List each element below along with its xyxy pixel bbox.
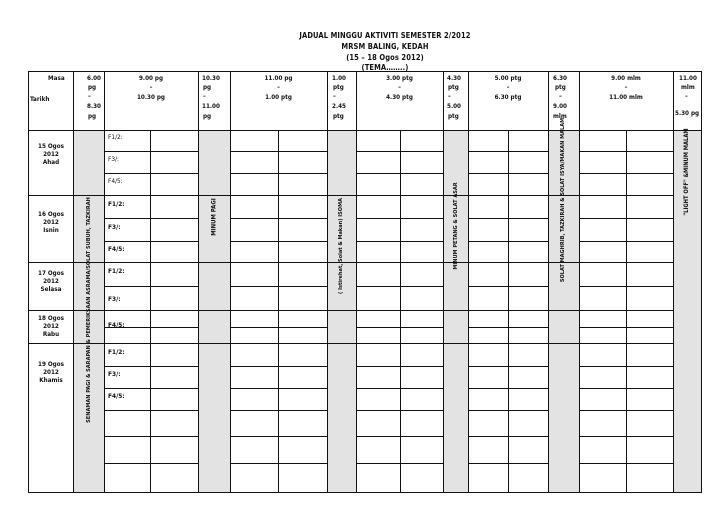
time-4-dash: – (277, 84, 280, 91)
time-7-unit: ptg (448, 84, 459, 91)
time-5-dash: – (333, 93, 336, 100)
time-6-start: 3.00 ptg (386, 75, 413, 82)
time-6-dash: – (398, 84, 401, 91)
morning-activity-label: SENAMAN PAGI & SARAPAN & PEMERIKSAAN ASRAMA/SOLAT SUBUH, TAZKIRAH (86, 197, 92, 423)
time-2-dash: – (149, 84, 153, 91)
time-11-unit: mlm (681, 84, 695, 91)
time-3-dash: – (203, 93, 206, 100)
day-4-name: Rabu (42, 331, 60, 339)
day5-form-f12: F1/2: (108, 348, 125, 356)
time-3-unit: pg (203, 84, 212, 91)
day-4-year: 2012 (43, 323, 59, 331)
day1-rows (104, 152, 673, 174)
day-5 (29, 361, 73, 386)
time-5-end: 2.45 (332, 103, 346, 110)
theme-label: (TEMA……..) (361, 63, 409, 72)
time-11-end: 5.30 pg (675, 110, 700, 117)
day-2-year: 2012 (43, 219, 59, 227)
time-6-end: 4.30 ptg (386, 94, 413, 101)
time-8-end: 6.30 ptg (494, 94, 522, 101)
schedule-title: JADUAL MINGGU AKTIVITI SEMESTER 2/2012 (299, 31, 471, 40)
time-4-end: 1.00 ptg (265, 94, 292, 101)
day-2-name: Isnin (43, 227, 59, 235)
day1-form-f3: F3/: (108, 155, 120, 163)
day-4 (29, 315, 73, 340)
time-10-start: 9.00 mlm (611, 75, 641, 82)
row-lines (104, 152, 673, 464)
day-3-year: 2012 (43, 278, 59, 286)
time-9-unit: ptg (555, 84, 566, 91)
day-5-date: 19 Ogos (38, 361, 64, 368)
time-7-start: 4.30 (447, 75, 461, 82)
time-8-dash: – (506, 84, 510, 91)
day-2-date: 16 Ogos (38, 211, 64, 218)
time-10-end: 11.00 mlm (609, 94, 643, 101)
day5-form-f3: F3/: (108, 370, 121, 378)
day2-form-f12: F1/2: (108, 200, 125, 208)
header-tarikh: Tarikh (30, 96, 50, 103)
day5-rows (104, 367, 673, 464)
day-4-date: 18 Ogos (38, 315, 64, 322)
day3-form-f3: F3/: (108, 295, 121, 303)
time-5-start: 1.00 (332, 75, 346, 82)
time-10-dash: – (624, 84, 628, 91)
day-5-year: 2012 (43, 369, 59, 377)
day2-rows (104, 219, 673, 242)
afternoon-break-label: MINUM PETANG & SOLAT ASAR (453, 182, 459, 270)
time-9-end-unit: mlm (553, 113, 567, 120)
time-5-unit: ptg (333, 84, 344, 91)
time-7-dash: – (448, 93, 451, 100)
evening-activity-label: SOLAT MAGHRIB, TAZKIRAH & SOLAT ISYA/MAKAN MALAM (560, 117, 566, 283)
day2-form-f3: F3/: (108, 223, 121, 231)
time-4-start: 11.00 pg (264, 75, 293, 82)
day3-form-f12: F1/2: (108, 267, 125, 275)
night-activity-label: "LIGHT OFF" &MINUM MALAM (684, 128, 690, 216)
day4-form-f45: F4/5: (108, 321, 125, 329)
morning-break-label: MINUM PAGI (210, 198, 218, 236)
day-3-name: Selasa (40, 286, 62, 294)
day2-form-f45: F4/5: (108, 245, 125, 253)
time-2-start: 9.00 pg (138, 75, 164, 82)
time-3-end-unit: pg (203, 113, 212, 120)
time-1-end: 8.30 (87, 103, 101, 110)
time-9-start: 6.30 (553, 75, 567, 82)
day-2 (29, 211, 73, 236)
time-7-end: 5.00 (447, 103, 461, 110)
school-name: MRSM BALING, KEDAH (341, 42, 429, 51)
day-5-name: Khamis (39, 377, 63, 385)
time-1-dash: – (88, 93, 91, 100)
time-3-start: 10.30 (202, 75, 220, 82)
time-1-start: 6.00 (87, 75, 101, 82)
time-5-end-unit: ptg (333, 113, 344, 120)
time-11-dash: – (685, 93, 688, 100)
day-3-date: 17 Ogos (38, 270, 64, 277)
time-1-end-unit: pg (88, 113, 97, 120)
date-range: (15 – 18 Ogos 2012) (346, 53, 424, 62)
time-1-unit: pg (88, 84, 97, 91)
grid-lines (28, 71, 702, 493)
day-1-year: 2012 (43, 151, 59, 159)
time-3-end: 11.00 (202, 103, 220, 110)
time-2-end: 10.30 pg (136, 94, 165, 101)
day5-form-f45: F4/5: (108, 392, 125, 400)
time-9-dash: – (559, 93, 562, 100)
day-1 (29, 143, 73, 168)
time-8-start: 5.00 ptg (494, 75, 522, 82)
midday-break-label: ( Istirehat, Solat & Makan) ISOMA (338, 198, 344, 294)
day-1-name: Ahad (42, 159, 60, 167)
day-1-date: 15 Ogos (38, 143, 64, 150)
header-masa: Masa (48, 75, 65, 82)
day-3 (29, 270, 73, 295)
time-7-end-unit: ptg (448, 113, 459, 120)
time-11-start: 11.00 (679, 75, 697, 82)
time-9-end: 9.00 (553, 103, 567, 110)
day1-form-f12: F1/2: (108, 133, 123, 141)
day1-form-f45: F4/5: (108, 177, 123, 185)
